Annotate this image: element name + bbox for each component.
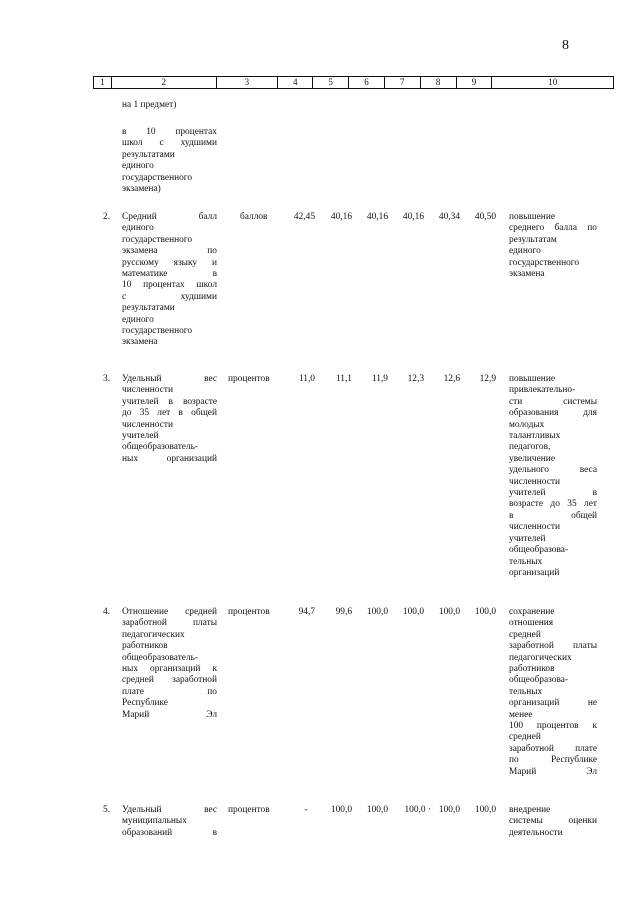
row-value-col7: 40,16: [402, 212, 424, 222]
row-value-col9: 40,50: [474, 212, 496, 222]
row-result: повышение среднего балла по результатам единого государственного экзамена: [509, 212, 597, 280]
row-value-col8: 100,0: [438, 607, 460, 617]
row-value-col7: 12,3: [407, 374, 424, 384]
row-value-col8: 100,0: [438, 805, 460, 815]
row-number: 3.: [103, 374, 111, 384]
row-value-col6: 100,0: [366, 805, 388, 815]
row-number: 5.: [103, 805, 111, 815]
table-header-row: [93, 76, 614, 89]
page-number: 8: [562, 38, 569, 53]
row-indicator: Средний балл единого государственного экзамена по русскому языку и математике в 10 процентах школ с худшими результатами единого государственного экзамена: [122, 212, 217, 348]
row-value-col8: 12,6: [443, 374, 460, 384]
row-number: 2.: [103, 212, 111, 222]
header-col-1: 1: [94, 77, 112, 88]
row-unit: процентов: [228, 374, 270, 384]
row-value-col5: 40,16: [330, 212, 352, 222]
row-value-col5: 100,0: [330, 805, 352, 815]
row-value-col7: 100,0: [402, 607, 424, 617]
row-indicator: Удельный вес муниципальных образований в: [122, 805, 217, 838]
header-col-8: 8: [421, 77, 457, 88]
row-value-col4: 42,45: [293, 212, 315, 222]
row-unit: процентов: [228, 805, 270, 815]
header-col-5: 5: [313, 77, 349, 88]
row-value-col9: 100,0: [474, 607, 496, 617]
row-value-col4: -: [304, 805, 308, 815]
row-value-col4: 11,0: [298, 374, 315, 384]
row-number: 4.: [103, 607, 111, 617]
header-col-2: 2: [112, 77, 217, 88]
row-value-col9: 100,0: [474, 805, 496, 815]
row-value-col7: 100,0 ·: [404, 805, 431, 815]
continuation-line: на 1 предмет): [122, 100, 177, 110]
row-value-col6: 40,16: [366, 212, 388, 222]
row-value-col5: 99,6: [335, 607, 352, 617]
header-col-3: 3: [217, 77, 279, 88]
header-col-7: 7: [385, 77, 421, 88]
row-value-col5: 11,1: [335, 374, 352, 384]
row-value-col9: 12,9: [479, 374, 496, 384]
header-col-6: 6: [349, 77, 385, 88]
header-col-4: 4: [278, 77, 313, 88]
continuation-text: в 10 процентах школ с худшими результатами единого государственного экзамена): [122, 127, 217, 195]
header-col-10: 10: [548, 77, 558, 87]
row-unit: процентов: [228, 607, 270, 617]
row-indicator: Отношение средней заработной платы педагогических работников общеобразователь- ных организаций к средней заработной плате по Республике Марий Эл: [122, 607, 217, 720]
row-value-col8: 40,34: [438, 212, 460, 222]
row-value-col6: 100,0: [366, 607, 388, 617]
row-value-col4: 94,7: [298, 607, 315, 617]
row-result: повышение привлекательно- сти системы образования для молодых талантливых педагогов, увеличение удельного веса численности учителей в возрасте до 35 лет в общей численности учителей общеобразова- тельных организаций: [509, 374, 597, 578]
header-col-9: 9: [457, 77, 493, 88]
row-unit: баллов: [240, 212, 268, 222]
row-result: внедрение системы оценки деятельности: [509, 805, 597, 838]
row-result: сохранение отношения средней заработной платы педагогических работников общеобразова- тельных организаций не менее 100 процентов к средней заработной плате по Республике Марий Эл: [509, 607, 597, 777]
row-indicator: Удельный вес численности учителей в возрасте до 35 лет в общей численности учителей общеобразователь- ных организаций: [122, 374, 217, 464]
row-value-col6: 11,9: [371, 374, 388, 384]
